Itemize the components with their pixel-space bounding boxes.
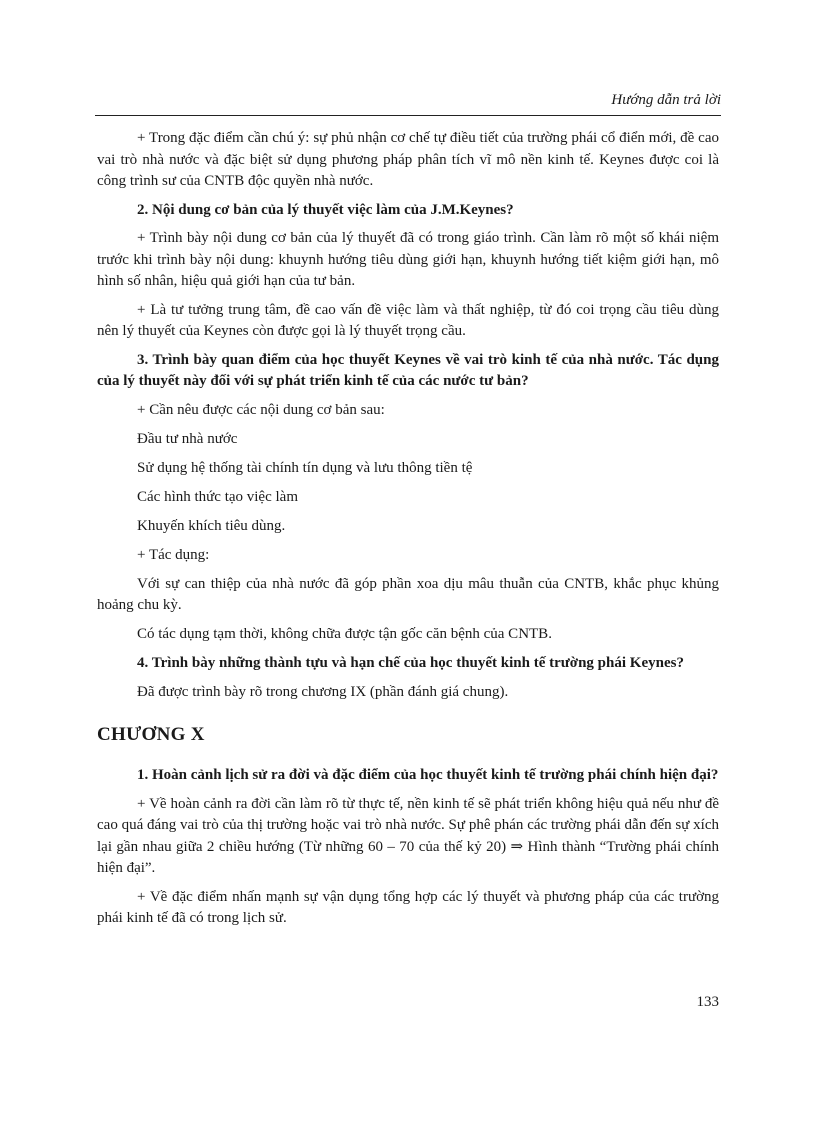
question-heading: 1. Hoàn cảnh lịch sử ra đời và đặc điểm của học thuyết kinh tế trường phái chính hiện đại? (137, 767, 719, 783)
paragraph: Với sự can thiệp của nhà nước đã góp phần xoa dịu mâu thuẫn của CNTB, khắc phục khủng hoảng chu kỳ. (97, 575, 719, 613)
page-content (97, 128, 719, 930)
page-number: 133 (696, 994, 719, 1010)
paragraph: + Trong đặc điểm cần chú ý: sự phủ nhận cơ chế tự điều tiết của trường phái cổ điển mới, đề cao vai trò nhà nước và đặc biệt sử dụng phương pháp phân tích vĩ mô nền kinh tế. Keynes được coi là công trình sư của CNTB độc quyền nhà nước. (97, 130, 719, 189)
paragraph: + Về đặc điểm nhấn mạnh sự vận dụng tổng hợp các lý thuyết và phương pháp của các trường phái kinh tế đã có trong lịch sử. (97, 888, 719, 926)
chapter-title: CHƯƠNG X (97, 723, 205, 745)
list-item: Đầu tư nhà nước (137, 430, 238, 447)
question-heading: 4. Trình bày những thành tựu và hạn chế của học thuyết kinh tế trường phái Keynes? (137, 655, 684, 671)
running-header: Hướng dẫn trả lời (611, 92, 721, 108)
list-item: Các hình thức tạo việc làm (137, 488, 298, 505)
list-item: + Cần nêu được các nội dung cơ bản sau: (137, 401, 385, 418)
list-item: Đã được trình bày rõ trong chương IX (phần đánh giá chung). (137, 684, 509, 700)
paragraph: + Trình bày nội dung cơ bản của lý thuyết đã có trong giáo trình. Cần làm rõ một số khái niệm trước khi trình bày nội dung: khuynh hướng tiêu dùng giới hạn, khuynh hướng tiết kiệm giới hạn, mô hình số nhân, hiệu quả giới hạn của tư bản. (97, 230, 719, 289)
list-item: Khuyến khích tiêu dùng. (137, 517, 286, 534)
question-heading: 3. Trình bày quan điểm của học thuyết Keynes về vai trò kinh tế của nhà nước. Tác dụng của lý thuyết này đối với sự phát triển kinh tế của các nước tư bản? (97, 351, 719, 389)
list-item: Sử dụng hệ thống tài chính tín dụng và lưu thông tiền tệ (137, 459, 473, 476)
paragraph: + Là tư tưởng trung tâm, đề cao vấn đề việc làm và thất nghiệp, từ đó coi trọng cầu tiêu dùng nên lý thuyết của Keynes còn được gọi là lý thuyết trọng cầu. (97, 301, 719, 339)
header-rule (95, 115, 721, 116)
list-item: Có tác dụng tạm thời, không chữa được tận gốc căn bệnh của CNTB. (137, 626, 552, 642)
paragraph: + Về hoàn cảnh ra đời cần làm rõ từ thực tế, nền kinh tế sẽ phát triển không hiệu quả nếu như đề cao quá đáng vai trò của thị trường hoặc vai trò nhà nước. Sự phê phán các trường phái dẫn đến sự xích lại gần nhau giữa 2 chiều hướng (Từ những 60 – 70 của thế kỷ 20) ⇒ Hình thành “Trường phái chính hiện đại”. (97, 795, 719, 876)
question-heading: 2. Nội dung cơ bản của lý thuyết việc làm của J.M.Keynes? (137, 201, 514, 218)
list-item: + Tác dụng: (137, 546, 210, 563)
